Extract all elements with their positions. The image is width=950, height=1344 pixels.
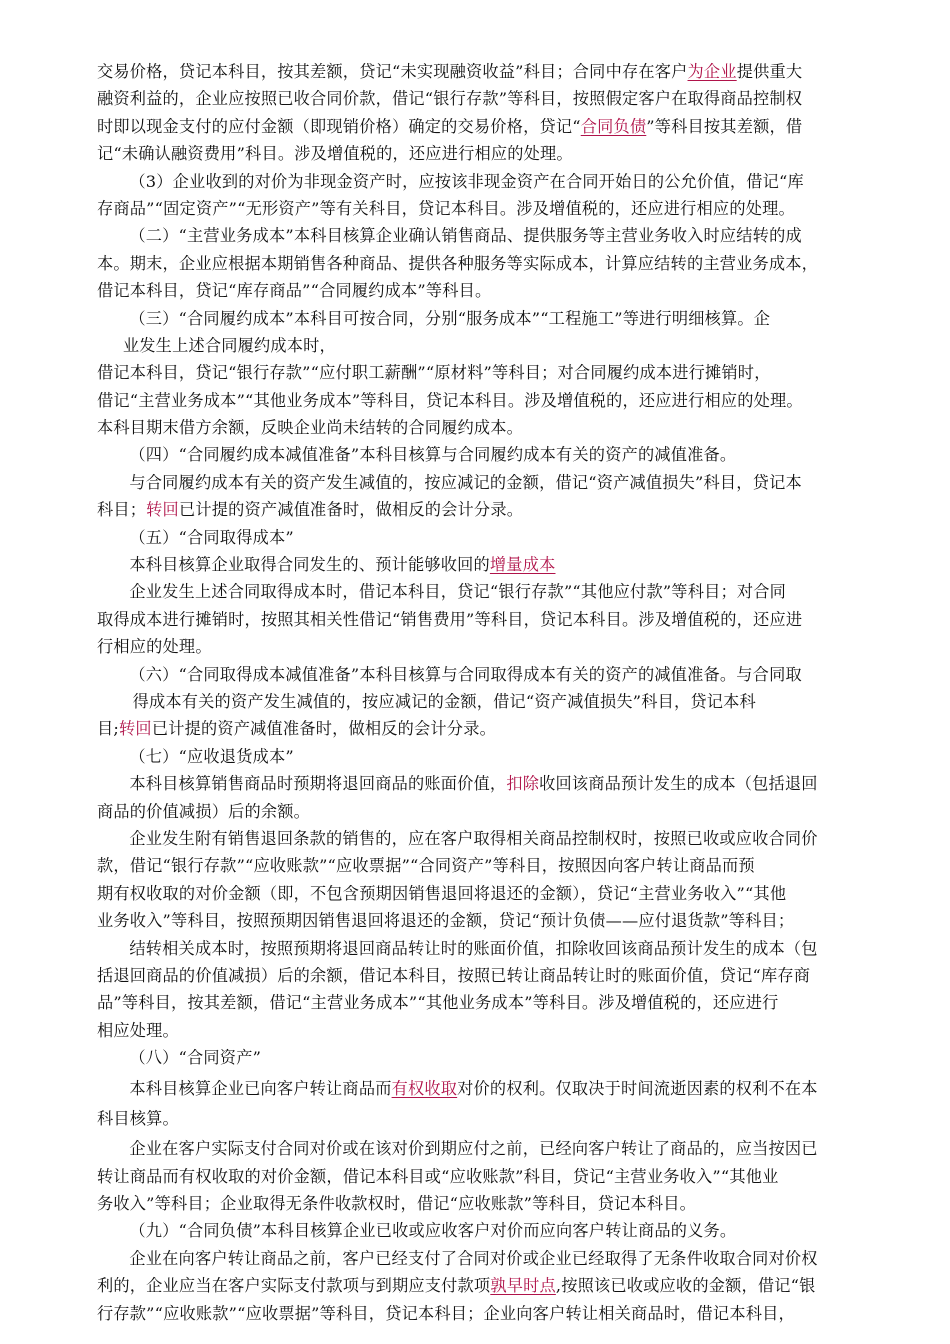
text-run: 企业发生附有销售退回条款的销售的，应在客户取得相关商品控制权时，按照已收或应收合同价	[129, 828, 818, 848]
text-run: 期有权收取的对价金额（即，不包含预期因销售退回将退还的金额），贷记“主营业务收入”“其他	[97, 883, 787, 903]
hyperlink-term[interactable]: 有权收取	[391, 1079, 458, 1099]
text-run: 本科目核算企业已向客户转让商品而	[129, 1079, 392, 1099]
text-line	[97, 989, 867, 1016]
text-line	[97, 1075, 867, 1102]
text-line	[97, 195, 867, 222]
text-run: （3）企业收到的对价为非现金资产时，应按该非现金资产在合同开始日的公允价值，借记“库	[129, 171, 804, 191]
text-run: 借记本科目，贷记“库存商品”“合同履约成本”等科目。	[97, 281, 492, 301]
text-run: 本。期末，企业应根据本期销售各种商品、提供各种服务等实际成本，计算应结转的主营业务成本，	[97, 253, 819, 273]
text-line	[97, 168, 867, 195]
text-line	[97, 770, 867, 797]
text-line	[97, 496, 867, 523]
text-run: 利的，企业应当在客户实际支付款项与到期应支付款项	[97, 1276, 491, 1296]
text-run: （五）“合同取得成本”	[129, 527, 294, 547]
text-run: 取得成本进行摊销时，按照其相关性借记“销售费用”等科目，贷记本科目。涉及增值税的，还应进	[97, 609, 803, 629]
text-line	[97, 688, 867, 715]
text-line	[97, 1017, 867, 1044]
text-line	[97, 1105, 867, 1132]
text-run: 款，借记“银行存款”“应收账款”“应收票据”“合同资产”等科目，按照因向客户转让商品而预	[97, 856, 755, 876]
text-run: 存商品”“固定资产”“无形资产”等有关科目，贷记本科目。涉及增值税的，还应进行相应的处理。	[97, 198, 795, 218]
text-run: 已计提的资产减值准备时，做相反的会计分录。	[178, 500, 524, 520]
text-line	[97, 1044, 867, 1071]
text-run: 业发生上述合同履约成本时，	[122, 335, 336, 355]
text-run: （七）“应收退货成本”	[129, 746, 294, 766]
text-line	[97, 441, 867, 468]
text-line	[97, 578, 867, 605]
text-run: （九）“合同负债”本科目核算企业已收或应收客户对价而应向客户转让商品的义务。	[129, 1221, 737, 1241]
text-line	[97, 277, 867, 304]
text-run: 本科目核算企业取得合同发生的、预计能够收回的	[129, 555, 490, 575]
text-run: 融资利益的，企业应按照已收合同价款，借记“银行存款”等科目，按照假定客户在取得商品控制权	[97, 89, 803, 109]
text-run: 记“未确认融资费用”科目。涉及增值税的，还应进行相应的处理。	[97, 144, 573, 164]
text-line	[97, 633, 867, 660]
hyperlink-term[interactable]: 孰早时点	[490, 1276, 556, 1296]
text-line	[97, 524, 867, 551]
text-line	[97, 222, 867, 249]
hyperlink-term[interactable]: 为企业	[687, 62, 737, 81]
text-line	[97, 113, 867, 140]
highlighted-term: 扣除	[506, 774, 540, 794]
text-line	[97, 414, 867, 441]
text-line	[97, 58, 867, 85]
text-run: 科目；	[97, 500, 147, 520]
text-run: 科目核算。	[97, 1108, 179, 1128]
text-run: 企业发生上述合同取得成本时，借记本科目，贷记“银行存款”“其他应付款”等科目；对合同	[129, 582, 787, 602]
text-line	[97, 469, 867, 496]
text-run: 借记本科目，贷记“银行存款”“应付职工薪酬”“原材料”等科目；对合同履约成本进行摊销时，	[97, 363, 771, 383]
text-run: ”等科目按其差额，借	[646, 116, 803, 136]
text-line	[97, 606, 867, 633]
text-run: 行相应的处理。	[97, 637, 212, 657]
text-run: （三）“合同履约成本”本科目可按合同，分别“服务成本”“工程施工”等进行明细核算。企	[129, 308, 771, 328]
text-run: 括退回商品的价值减损）后的余额，借记本科目，按照已转让商品转让时的账面价值，贷记“库存商	[97, 965, 811, 985]
text-line	[97, 715, 867, 742]
text-run: 交易价格，贷记本科目，按其差额，贷记“未实现融资收益”科目；合同中存在客户	[97, 62, 688, 81]
text-line	[97, 743, 867, 770]
text-line	[97, 1135, 867, 1162]
document-page	[97, 58, 867, 1327]
text-run: 目;	[97, 719, 120, 739]
text-run: 业务收入”等科目，按照预期因销售退回将退还的金额，贷记“预计负债——应付退货款”等科目；	[97, 911, 795, 931]
text-line	[97, 935, 867, 962]
text-line	[97, 661, 867, 688]
text-line	[97, 359, 867, 386]
text-run: 本科目期末借方余额，反映企业尚未结转的合同履约成本。	[97, 418, 524, 438]
text-run: 提供重大	[736, 62, 803, 81]
text-line	[97, 1190, 867, 1217]
text-run: 品”等科目，按其差额，借记“主营业务成本”“其他业务成本”等科目。涉及增值税的，还应进行	[97, 993, 779, 1013]
text-run: 务收入”等科目；企业取得无条件收款权时，借记“应收账款”等科目，贷记本科目。	[97, 1194, 696, 1214]
text-line	[97, 85, 867, 112]
text-run: 时即以现金支付的应付金额（即现销价格）确定的交易价格，贷记“	[97, 116, 581, 136]
hyperlink-term[interactable]: 合同负债	[580, 116, 647, 136]
text-line	[97, 1163, 867, 1190]
text-run: 行存款”“应收账款”“应收票据”等科目，贷记本科目；企业向客户转让相关商品时，借记本科目，	[97, 1303, 795, 1323]
text-run: （四）“合同履约成本减值准备”本科目核算与合同履约成本有关的资产的减值准备。	[129, 445, 737, 465]
text-run: 转让商品而有权收取的对价金额，借记本科目或“应收账款”科目，贷记“主营业务收入”“其他业	[97, 1166, 779, 1186]
text-line	[97, 551, 867, 578]
text-run: （六）“合同取得成本减值准备”本科目核算与合同取得成本有关的资产的减值准备。与合同取	[129, 664, 802, 684]
text-run: 相应处理。	[97, 1020, 179, 1040]
highlighted-term: 转回	[146, 500, 179, 520]
text-run: 已计提的资产减值准备时，做相反的会计分录。	[151, 719, 496, 739]
text-line	[97, 1272, 867, 1299]
text-run: 得成本有关的资产发生减值的，按应减记的金额，借记“资产减值损失”科目，贷记本科	[132, 691, 756, 711]
highlighted-term: 转回	[119, 719, 152, 739]
text-line	[97, 387, 867, 414]
text-line	[97, 1245, 867, 1272]
text-run: ,按照该已收或应收的金额，借记“银	[555, 1276, 816, 1296]
text-line	[97, 1300, 867, 1327]
text-run: （二）“主营业务成本”本科目核算企业确认销售商品、提供服务等主营业务收入时应结转的成	[129, 226, 802, 246]
text-line	[97, 825, 867, 852]
text-run: 本科目核算销售商品时预期将退回商品的账面价值，	[129, 774, 507, 794]
text-run: 与合同履约成本有关的资产发生减值的，按应减记的金额，借记“资产减值损失”科目，贷记本	[129, 472, 802, 492]
text-line	[97, 250, 867, 277]
text-line	[97, 852, 867, 879]
text-line	[97, 962, 867, 989]
text-run: 商品的价值减损）后的余额。	[97, 801, 311, 821]
text-line	[97, 798, 867, 825]
text-line	[97, 140, 867, 167]
text-run: 企业在向客户转让商品之前，客户已经支付了合同对价或企业已经取得了无条件收取合同对价权	[129, 1248, 818, 1268]
text-run: 企业在客户实际支付合同对价或在该对价到期应付之前，已经向客户转让了商品的，应当按因已	[129, 1139, 818, 1159]
text-line	[97, 332, 867, 359]
text-run: 借记“主营业务成本”“其他业务成本”等科目，贷记本科目。涉及增值税的，还应进行相应的处理。	[97, 390, 803, 410]
text-line	[97, 1217, 867, 1244]
text-line	[97, 880, 867, 907]
text-line	[97, 305, 867, 332]
text-run: （八）“合同资产”	[129, 1048, 262, 1068]
text-run: 收回该商品预计发生的成本（包括退回	[539, 774, 818, 794]
text-run: 对价的权利。仅取决于时间流逝因素的权利不在本	[457, 1079, 818, 1099]
hyperlink-term[interactable]: 增量成本	[489, 555, 556, 575]
text-run: 结转相关成本时，按照预期将退回商品转让时的账面价值，扣除收回该商品预计发生的成本（包	[129, 938, 818, 958]
text-line	[97, 907, 867, 934]
